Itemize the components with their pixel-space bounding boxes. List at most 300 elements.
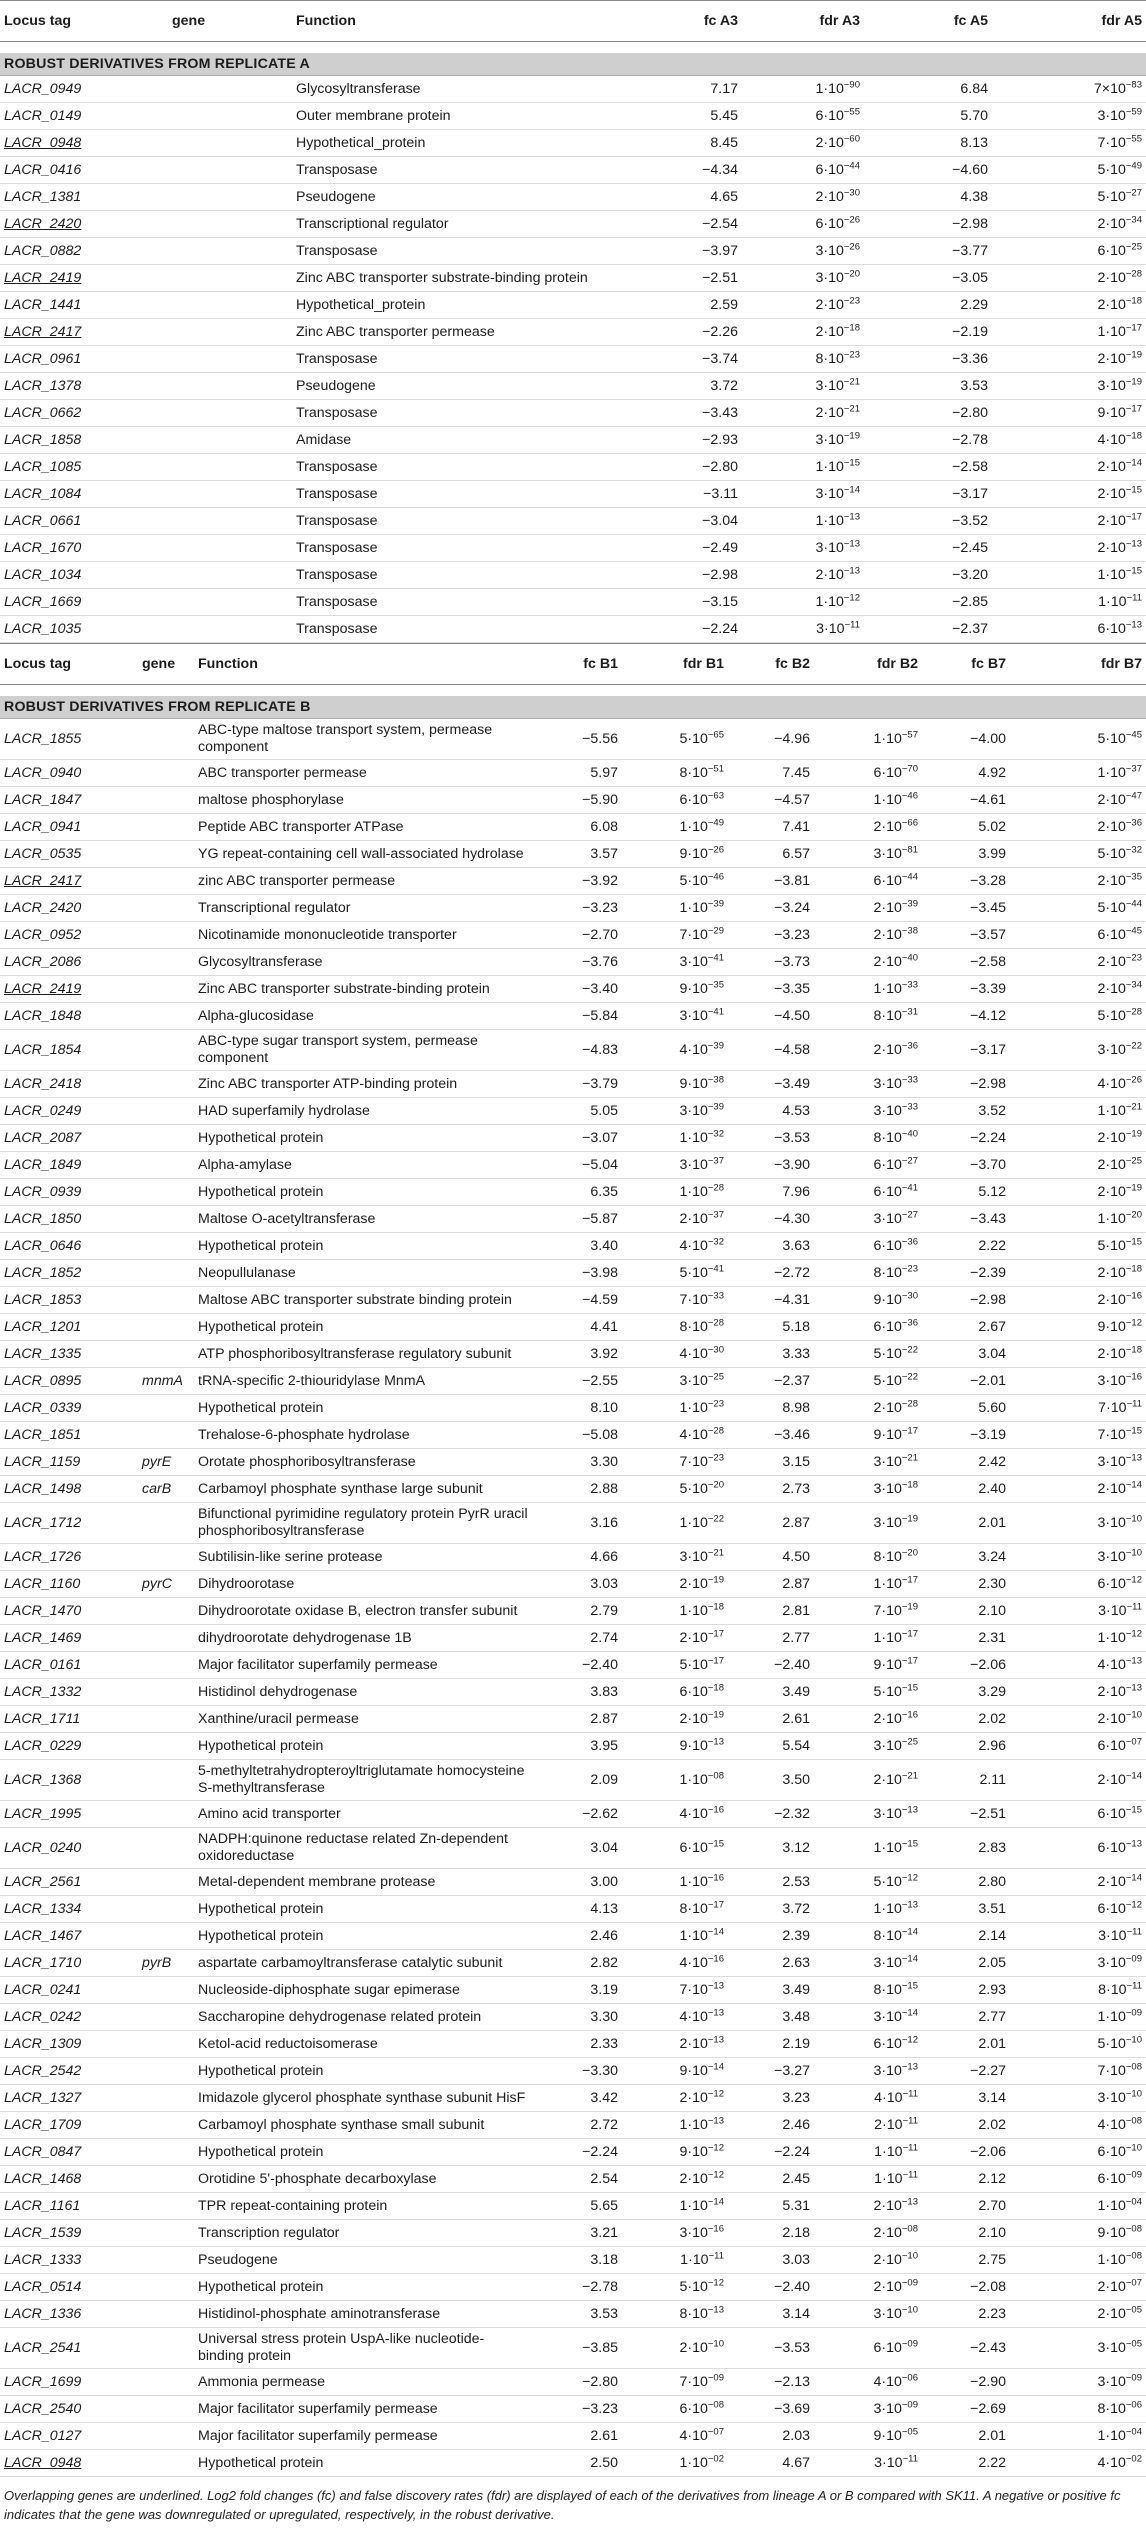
fdr-mantissa: 1·10	[873, 791, 902, 808]
fdr-mantissa: 2·10	[679, 1710, 708, 1727]
fdr-exponent: −15	[901, 1681, 918, 1693]
fdr-mantissa: 5·10	[679, 1480, 708, 1497]
fdr-mantissa: 2·10	[679, 2170, 708, 2187]
fc-b7-cell: 3.29	[922, 1679, 1010, 1706]
fc-b1-cell: 5.05	[532, 1098, 622, 1125]
fdr-exponent: −11	[902, 2168, 918, 2180]
table-row	[0, 427, 1146, 454]
fdr-exponent: −83	[1125, 78, 1142, 90]
fdr-exponent: −12	[707, 2087, 724, 2099]
locus-tag-cell: LACR_1378	[0, 373, 168, 400]
fdr-mantissa: 5·10	[873, 1873, 902, 1890]
fdr-b1-cell	[622, 2450, 728, 2477]
fdr-exponent: −19	[1125, 375, 1142, 387]
fc-a5-cell: −3.77	[864, 238, 992, 265]
fc-a3-cell: 4.65	[642, 184, 742, 211]
fdr-b1-cell	[622, 2423, 728, 2450]
fc-b1-cell: 2.82	[532, 1950, 622, 1977]
fdr-mantissa: 1·10	[873, 1900, 902, 1917]
gene-cell: carB	[138, 1476, 194, 1503]
gene-cell	[138, 1923, 194, 1950]
fdr-b2-cell	[814, 2396, 922, 2423]
fc-b1-cell: 3.30	[532, 2004, 622, 2031]
fdr-b7-cell	[1010, 1341, 1146, 1368]
fdr-a3-cell	[742, 130, 864, 157]
fc-b1-cell: −3.76	[532, 949, 622, 976]
fdr-mantissa: 9·10	[873, 2427, 902, 2444]
fc-b7-cell: −3.39	[922, 976, 1010, 1003]
fdr-b2-cell	[814, 976, 922, 1003]
fdr-b7-cell	[1010, 1314, 1146, 1341]
fdr-b2-cell	[814, 868, 922, 895]
gene-cell	[138, 2396, 194, 2423]
fc-b7-cell: −2.58	[922, 949, 1010, 976]
fdr-b2-cell	[814, 1071, 922, 1098]
fdr-mantissa: 9·10	[679, 1075, 708, 1092]
fdr-mantissa: 1·10	[679, 1927, 708, 1944]
fc-a3-cell: −3.11	[642, 481, 742, 508]
fdr-exponent: −11	[902, 2087, 918, 2099]
table-row	[0, 1801, 1146, 1828]
table-row	[0, 265, 1146, 292]
fdr-b7-cell	[1010, 1801, 1146, 1828]
fdr-a5-cell	[992, 589, 1146, 616]
fdr-b2-cell	[814, 1098, 922, 1125]
fdr-exponent: −13	[1125, 537, 1142, 549]
fdr-b1-cell	[622, 1801, 728, 1828]
fdr-b2-cell	[814, 1030, 922, 1071]
fdr-exponent: −12	[1125, 1573, 1142, 1585]
fc-b7-cell: −3.19	[922, 1422, 1010, 1449]
fc-b2-cell: 7.45	[728, 760, 814, 787]
function-cell: Imidazole glycerol phosphate synthase subunit HisF	[194, 2085, 532, 2112]
table-row	[0, 1098, 1146, 1125]
function-cell: Histidinol-phosphate aminotransferase	[194, 2301, 532, 2328]
fdr-mantissa: 2·10	[1097, 215, 1126, 232]
fdr-exponent: −04	[1125, 2425, 1142, 2437]
fdr-exponent: −32	[707, 1127, 724, 1139]
fdr-b1-cell	[622, 1977, 728, 2004]
fdr-a5-cell	[992, 76, 1146, 103]
gene-cell	[138, 1314, 194, 1341]
fdr-b1-cell	[622, 2274, 728, 2301]
fdr-a3-cell	[742, 481, 864, 508]
fdr-b2-cell	[814, 2031, 922, 2058]
fdr-exponent: −14	[1125, 456, 1142, 468]
fdr-mantissa: 9·10	[679, 845, 708, 862]
fdr-mantissa: 9·10	[1097, 2224, 1126, 2241]
fdr-mantissa: 3·10	[1097, 1453, 1126, 1470]
gene-cell	[138, 2193, 194, 2220]
fdr-exponent: −09	[1125, 2168, 1142, 2180]
col-header-fc-a3: fc A3	[642, 1, 742, 42]
fdr-exponent: −63	[707, 789, 724, 801]
fdr-exponent: −10	[1125, 2033, 1142, 2045]
fdr-exponent: −57	[901, 728, 918, 740]
table-row	[0, 292, 1146, 319]
function-cell: Hypothetical protein	[194, 1179, 532, 1206]
fdr-mantissa: 2·10	[1097, 1873, 1126, 1890]
fdr-b2-cell	[814, 1679, 922, 1706]
gene-cell	[168, 346, 292, 373]
gene-cell	[138, 2058, 194, 2085]
fdr-exponent: −13	[1125, 1681, 1142, 1693]
fdr-mantissa: 2·10	[679, 1210, 708, 1227]
fc-b1-cell: 5.65	[532, 2193, 622, 2220]
fc-b1-cell: 2.46	[532, 1923, 622, 1950]
fdr-exponent: −19	[901, 1600, 918, 1612]
fdr-mantissa: 1·10	[679, 818, 708, 835]
fc-b2-cell: −4.30	[728, 1206, 814, 1233]
locus-tag-cell: LACR_1469	[0, 1625, 138, 1652]
fdr-exponent: −27	[1125, 186, 1142, 198]
gene-cell	[138, 1977, 194, 2004]
fdr-mantissa: 2·10	[1097, 1264, 1126, 1281]
function-cell: Hypothetical protein	[194, 2058, 532, 2085]
fc-b1-cell: −3.98	[532, 1260, 622, 1287]
fdr-mantissa: 6·10	[873, 872, 902, 889]
section-title: ROBUST DERIVATIVES FROM REPLICATE B	[0, 696, 1146, 719]
fdr-mantissa: 8·10	[679, 764, 708, 781]
fc-b7-cell: −2.08	[922, 2274, 1010, 2301]
fdr-exponent: −51	[707, 762, 724, 774]
fdr-exponent: −10	[1125, 1512, 1142, 1524]
function-cell: Zinc ABC transporter permease	[292, 319, 642, 346]
locus-tag-cell: LACR_1854	[0, 1030, 138, 1071]
fc-b7-cell: 2.70	[922, 2193, 1010, 2220]
fdr-b1-cell	[622, 1544, 728, 1571]
table-b-header-row	[0, 644, 1146, 685]
gene-cell	[138, 2247, 194, 2274]
fdr-mantissa: 2·10	[1097, 791, 1126, 808]
function-cell: Maltose ABC transporter substrate binding protein	[194, 1287, 532, 1314]
function-cell: Hypothetical_protein	[292, 292, 642, 319]
fdr-exponent: −11	[902, 2114, 918, 2126]
function-cell: Transposase	[292, 562, 642, 589]
fdr-mantissa: 2·10	[1097, 1291, 1126, 1308]
fdr-b1-cell	[622, 1652, 728, 1679]
locus-tag-cell: LACR_1712	[0, 1503, 138, 1544]
fdr-b2-cell	[814, 814, 922, 841]
fdr-exponent: −17	[707, 1898, 724, 1910]
locus-tag-cell: LACR_1160	[0, 1571, 138, 1598]
fdr-mantissa: 2·10	[873, 1399, 902, 1416]
fdr-mantissa: 2·10	[815, 323, 844, 340]
fdr-b1-cell	[622, 1625, 728, 1652]
fc-b2-cell: −4.58	[728, 1030, 814, 1071]
fdr-exponent: −17	[901, 1627, 918, 1639]
table-row	[0, 535, 1146, 562]
locus-tag-cell: LACR_0948	[0, 2450, 138, 2477]
fdr-b7-cell	[1010, 2247, 1146, 2274]
fdr-mantissa: 2·10	[815, 188, 844, 205]
fc-a5-cell: 5.70	[864, 103, 992, 130]
fc-b1-cell: −5.84	[532, 1003, 622, 1030]
fdr-b2-cell	[814, 1449, 922, 1476]
fc-b7-cell: 2.01	[922, 2031, 1010, 2058]
fdr-mantissa: 2·10	[873, 899, 902, 916]
fdr-mantissa: 5·10	[1097, 899, 1126, 916]
fdr-b1-cell	[622, 1733, 728, 1760]
fc-b7-cell: 2.67	[922, 1314, 1010, 1341]
fc-b1-cell: −2.24	[532, 2139, 622, 2166]
fc-b2-cell: 5.54	[728, 1733, 814, 1760]
fdr-b2-cell	[814, 1760, 922, 1801]
table-row	[0, 238, 1146, 265]
fc-b1-cell: −5.08	[532, 1422, 622, 1449]
fdr-mantissa: 6·10	[1097, 1575, 1126, 1592]
locus-tag-cell: LACR_1035	[0, 616, 168, 643]
fdr-exponent: −11	[1126, 1397, 1142, 1409]
table-row	[0, 373, 1146, 400]
fc-b7-cell: 5.02	[922, 814, 1010, 841]
fdr-mantissa: 6·10	[679, 1683, 708, 1700]
function-cell: Metal-dependent membrane protease	[194, 1869, 532, 1896]
fdr-mantissa: 8·10	[873, 1264, 902, 1281]
function-cell: Orotate phosphoribosyltransferase	[194, 1449, 532, 1476]
fdr-mantissa: 3·10	[1097, 1041, 1126, 1058]
table-row	[0, 1422, 1146, 1449]
fdr-mantissa: 2·10	[1097, 1683, 1126, 1700]
fdr-b7-cell	[1010, 922, 1146, 949]
locus-tag-cell: LACR_0416	[0, 157, 168, 184]
col-header-function: Function	[292, 1, 642, 42]
fc-b1-cell: −3.79	[532, 1071, 622, 1098]
function-cell: Glycosyltransferase	[292, 76, 642, 103]
fdr-b1-cell	[622, 1395, 728, 1422]
fdr-a5-cell	[992, 373, 1146, 400]
fdr-b7-cell	[1010, 1030, 1146, 1071]
fdr-mantissa: 8·10	[1098, 1981, 1127, 1998]
fc-b1-cell: 2.54	[532, 2166, 622, 2193]
locus-tag-cell: LACR_2087	[0, 1125, 138, 1152]
fdr-a3-cell	[742, 292, 864, 319]
fc-b7-cell: −4.12	[922, 1003, 1010, 1030]
table-row	[0, 1950, 1146, 1977]
fc-b2-cell: −4.31	[728, 1287, 814, 1314]
fdr-mantissa: 7·10	[679, 1981, 708, 1998]
fc-a5-cell: −2.19	[864, 319, 992, 346]
fdr-exponent: −14	[1125, 1871, 1142, 1883]
gene-cell	[138, 1422, 194, 1449]
fdr-b1-cell	[622, 719, 728, 760]
fdr-mantissa: 8·10	[1097, 2400, 1126, 2417]
fdr-exponent: −36	[901, 1039, 918, 1051]
fc-b2-cell: −4.96	[728, 719, 814, 760]
locus-tag-cell: LACR_0949	[0, 76, 168, 103]
fc-a3-cell: −2.93	[642, 427, 742, 454]
fdr-exponent: −28	[707, 1181, 724, 1193]
fc-b2-cell: 2.19	[728, 2031, 814, 2058]
function-cell: HAD superfamily hydrolase	[194, 1098, 532, 1125]
fc-b1-cell: 3.92	[532, 1341, 622, 1368]
gene-cell	[138, 1896, 194, 1923]
locus-tag-cell: LACR_1159	[0, 1449, 138, 1476]
fdr-mantissa: 9·10	[1097, 1318, 1126, 1335]
col-header-fc-b1: fc B1	[532, 644, 622, 685]
fdr-exponent: −14	[843, 483, 860, 495]
fdr-exponent: −19	[843, 429, 860, 441]
fc-b1-cell: 2.61	[532, 2423, 622, 2450]
gene-cell: pyrE	[138, 1449, 194, 1476]
table-row	[0, 1598, 1146, 1625]
table-row	[0, 1260, 1146, 1287]
fdr-a5-cell	[992, 481, 1146, 508]
fdr-exponent: −21	[843, 375, 860, 387]
fc-b2-cell: −3.27	[728, 2058, 814, 2085]
gene-cell	[138, 1003, 194, 1030]
fdr-b7-cell	[1010, 1368, 1146, 1395]
function-cell: Outer membrane protein	[292, 103, 642, 130]
table-replicate-a	[0, 0, 1146, 643]
fdr-mantissa: 3·10	[873, 2062, 902, 2079]
table-row	[0, 211, 1146, 238]
table-row	[0, 184, 1146, 211]
fdr-exponent: −26	[1125, 1073, 1142, 1085]
fc-a5-cell: −2.78	[864, 427, 992, 454]
fdr-b1-cell	[622, 2058, 728, 2085]
fdr-mantissa: 8·10	[679, 2305, 708, 2322]
fdr-mantissa: 7·10	[1097, 134, 1126, 151]
function-cell: Transposase	[292, 157, 642, 184]
fdr-mantissa: 5·10	[1097, 1237, 1126, 1254]
function-cell: Universal stress protein UspA-like nucleotide-binding protein	[194, 2328, 532, 2369]
locus-tag-cell: LACR_1853	[0, 1287, 138, 1314]
fc-b1-cell: −4.83	[532, 1030, 622, 1071]
function-cell: Transcription regulator	[194, 2220, 532, 2247]
fdr-a3-cell	[742, 76, 864, 103]
fc-b1-cell: 2.74	[532, 1625, 622, 1652]
fdr-exponent: −33	[901, 1073, 918, 1085]
function-cell: Transcriptional regulator	[292, 211, 642, 238]
fdr-b7-cell	[1010, 1733, 1146, 1760]
fc-b2-cell: 6.57	[728, 841, 814, 868]
table-row	[0, 346, 1146, 373]
fdr-exponent: −33	[707, 1289, 724, 1301]
fc-b2-cell: 3.14	[728, 2301, 814, 2328]
fdr-b7-cell	[1010, 2328, 1146, 2369]
gene-cell	[138, 2328, 194, 2369]
table-row	[0, 1287, 1146, 1314]
fc-a3-cell: −2.51	[642, 265, 742, 292]
fdr-mantissa: 3·10	[679, 953, 708, 970]
fdr-b2-cell	[814, 1828, 922, 1869]
fdr-b7-cell	[1010, 1206, 1146, 1233]
fdr-mantissa: 1·10	[1097, 1102, 1126, 1119]
fdr-b2-cell	[814, 1422, 922, 1449]
fdr-b2-cell	[814, 841, 922, 868]
fdr-b7-cell	[1010, 1125, 1146, 1152]
gene-cell	[138, 895, 194, 922]
fc-b1-cell: −5.56	[532, 719, 622, 760]
fdr-mantissa: 2·10	[1097, 539, 1126, 556]
fdr-exponent: −15	[901, 1979, 918, 1991]
fdr-exponent: −49	[1125, 159, 1142, 171]
fc-b1-cell: 2.87	[532, 1706, 622, 1733]
fdr-b2-cell	[814, 922, 922, 949]
fdr-b1-cell	[622, 1206, 728, 1233]
fc-b2-cell: 8.98	[728, 1395, 814, 1422]
fdr-exponent: −09	[1125, 1952, 1142, 1964]
fc-b2-cell: −3.53	[728, 2328, 814, 2369]
fdr-b2-cell	[814, 895, 922, 922]
fc-a3-cell: 5.45	[642, 103, 742, 130]
fdr-a5-cell	[992, 562, 1146, 589]
fc-b1-cell: 3.04	[532, 1828, 622, 1869]
fdr-exponent: −46	[707, 870, 724, 882]
fdr-exponent: −34	[1125, 213, 1142, 225]
fdr-b2-cell	[814, 1395, 922, 1422]
fdr-b2-cell	[814, 1625, 922, 1652]
fdr-mantissa: 2·10	[873, 2278, 902, 2295]
fc-b1-cell: −5.90	[532, 787, 622, 814]
fdr-mantissa: 6·10	[873, 1183, 902, 1200]
fc-b2-cell: −3.46	[728, 1422, 814, 1449]
fdr-exponent: −45	[1125, 924, 1142, 936]
gene-cell	[138, 719, 194, 760]
fdr-exponent: −26	[843, 213, 860, 225]
fdr-exponent: −09	[901, 2398, 918, 2410]
fdr-exponent: −18	[707, 1681, 724, 1693]
fdr-b1-cell	[622, 1260, 728, 1287]
table-row	[0, 1977, 1146, 2004]
fdr-exponent: −08	[1125, 2060, 1142, 2072]
fdr-mantissa: 9·10	[679, 1737, 708, 1754]
fdr-exponent: −14	[901, 1925, 918, 1937]
fdr-exponent: −18	[843, 321, 860, 333]
table-row	[0, 1571, 1146, 1598]
fdr-b1-cell	[622, 1828, 728, 1869]
fdr-exponent: −13	[843, 537, 860, 549]
fdr-mantissa: 3·10	[874, 2454, 903, 2471]
fc-b2-cell: 2.53	[728, 1869, 814, 1896]
fdr-b7-cell	[1010, 2220, 1146, 2247]
fc-b2-cell: 3.12	[728, 1828, 814, 1869]
fdr-mantissa: 2·10	[873, 818, 902, 835]
fdr-exponent: −20	[707, 1478, 724, 1490]
fdr-exponent: −18	[1125, 429, 1142, 441]
fdr-a5-cell	[992, 211, 1146, 238]
fdr-exponent: −19	[1125, 1127, 1142, 1139]
fdr-mantissa: 8·10	[873, 1927, 902, 1944]
table-row	[0, 1706, 1146, 1733]
gene-cell	[168, 454, 292, 481]
fdr-exponent: −18	[901, 1478, 918, 1490]
fdr-b1-cell	[622, 2247, 728, 2274]
locus-tag-cell: LACR_2541	[0, 2328, 138, 2369]
fdr-b1-cell	[622, 1314, 728, 1341]
locus-tag-cell: LACR_2540	[0, 2396, 138, 2423]
locus-tag-cell: LACR_1161	[0, 2193, 138, 2220]
fc-b2-cell: 2.18	[728, 2220, 814, 2247]
fdr-mantissa: 1·10	[815, 593, 844, 610]
fdr-b7-cell	[1010, 2450, 1146, 2477]
table-replicate-b	[0, 643, 1146, 2477]
fdr-exponent: −14	[707, 1925, 724, 1937]
fdr-mantissa: 6·10	[873, 1156, 902, 1173]
fdr-b1-cell	[622, 976, 728, 1003]
function-cell: Hypothetical protein	[194, 2139, 532, 2166]
fc-b2-cell: 2.87	[728, 1503, 814, 1544]
fdr-mantissa: 1·10	[815, 80, 844, 97]
fdr-b7-cell	[1010, 2004, 1146, 2031]
fdr-a3-cell	[742, 184, 864, 211]
fc-b1-cell: −2.80	[532, 2369, 622, 2396]
fdr-a5-cell	[992, 508, 1146, 535]
fc-a5-cell: −2.85	[864, 589, 992, 616]
fdr-b2-cell	[814, 1314, 922, 1341]
fdr-mantissa: 2·10	[1097, 458, 1126, 475]
